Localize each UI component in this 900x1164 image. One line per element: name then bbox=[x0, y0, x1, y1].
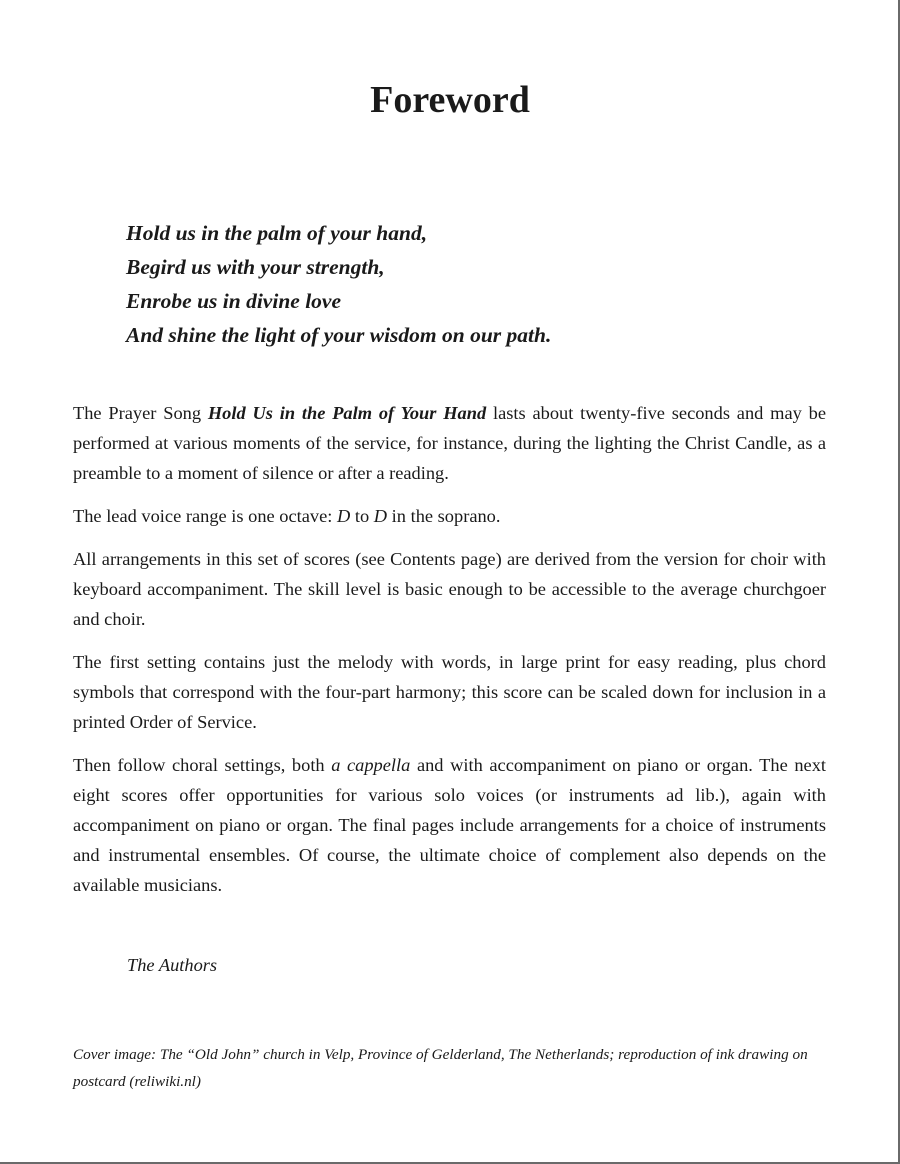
paragraph-text: The Prayer Song bbox=[73, 403, 208, 423]
poem-line: And shine the light of your wisdom on our path. bbox=[126, 323, 552, 347]
paragraph-first-setting: The first setting contains just the melody with words, in large print for easy reading, plus chord symbols that correspond with the four-part harmony; this score can be scaled down for inclusion in a printed Order of Service. bbox=[73, 652, 826, 732]
paragraph-choral-settings bbox=[73, 750, 826, 900]
paragraph-text: and with accompaniment on piano or organ. The next eight scores offer opportunities for various solo voices (or instruments ad lib.), again with accompaniment on piano or organ. The final pages include arrangements for a choice of instruments and instrumental ensembles. Of course, the ultimate choice of complement also depends on the available musicians. bbox=[73, 755, 826, 895]
paragraph-duration bbox=[73, 398, 826, 488]
cover-image-caption: Cover image: The “Old John” church in Velp, Province of Gelderland, The Netherlands; reproduction of ink drawing on postcard (reliwiki.nl) bbox=[73, 1046, 808, 1090]
paragraph-text: Then follow choral settings, both bbox=[73, 755, 332, 775]
foreword-body bbox=[73, 398, 826, 913]
note-low: D bbox=[337, 506, 351, 526]
song-title: Hold Us in the Palm of Your Hand bbox=[207, 403, 487, 423]
emphasis-term: a cappella bbox=[331, 755, 411, 775]
prayer-poem bbox=[126, 216, 551, 352]
poem-line: Hold us in the palm of your hand, bbox=[126, 221, 428, 245]
poem-line: Begird us with your strength, bbox=[126, 255, 385, 279]
paragraph-arrangements: All arrangements in this set of scores (see Contents page) are derived from the version for choir with keyboard accompaniment. The skill level is basic enough to be accessible to the average churchgoer and choir. bbox=[73, 549, 826, 629]
paragraph-text: in the soprano. bbox=[387, 506, 501, 526]
paragraph-text: The lead voice range is one octave: bbox=[73, 506, 337, 526]
paragraph-text: lasts about twenty-five seconds and may be performed at various moments of the service, for instance, during the lighting the Christ Candle, as a preamble to a moment of silence or after a reading. bbox=[73, 403, 826, 483]
poem-line: Enrobe us in divine love bbox=[126, 289, 342, 313]
paragraph-text: to bbox=[350, 506, 374, 526]
note-high: D bbox=[373, 506, 388, 526]
paragraph-voice-range bbox=[73, 501, 826, 531]
page-title: Foreword bbox=[370, 79, 530, 121]
signature: The Authors bbox=[127, 955, 218, 975]
